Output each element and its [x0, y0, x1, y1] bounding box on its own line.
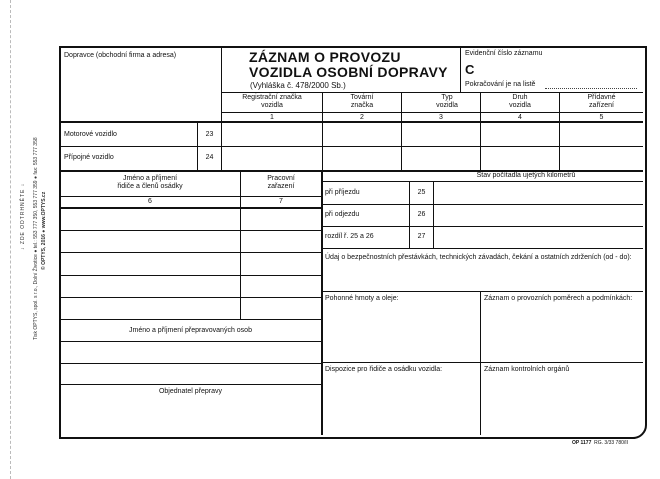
odometer-difference-label: rozdíl ř. 25 a 26 — [325, 233, 374, 240]
motor-registration-field[interactable] — [222, 123, 321, 145]
decree-reference: (Vyhláška č. 478/2000 Sb.) — [250, 81, 346, 90]
odometer-arrival-field[interactable] — [434, 183, 642, 203]
trailer-registration-field[interactable] — [222, 147, 321, 169]
motor-vehicle-num: 23 — [205, 131, 214, 138]
publisher-info: Tisk OPTYS, spol. s r.o., Dolní Životice ● tel.: 553 777 350, 553 777 359 ● fax: 553 777 358 — [33, 137, 39, 340]
crew-row[interactable] — [61, 253, 239, 274]
col-num-2: 2 — [360, 114, 364, 121]
stops-field[interactable] — [322, 264, 642, 290]
crew-row[interactable] — [61, 298, 239, 318]
odometer-arrival-label: při příjezdu — [325, 189, 360, 196]
fuel-field[interactable] — [322, 305, 479, 361]
form-title-line2: VOZIDLA OSOBNÍ DOPRAVY — [249, 64, 448, 80]
motor-vehicle-label: Motorové vozidlo — [64, 131, 117, 138]
conditions-label: Záznam o provozních poměrech a podmínkách: — [484, 295, 633, 302]
crew-role-header: Pracovní zařazení — [267, 175, 295, 190]
passengers-label: Jméno a příjmení přepravovaných osob — [129, 327, 252, 334]
col-num-3: 3 — [439, 114, 443, 121]
col-num-5: 5 — [599, 114, 604, 121]
col-num-4: 4 — [518, 114, 522, 121]
crew-role-num: 7 — [279, 198, 283, 205]
controls-field[interactable] — [481, 376, 636, 428]
orderer-label: Objednatel přepravy — [158, 388, 223, 395]
continuation-field[interactable] — [545, 88, 637, 89]
passenger-row[interactable] — [61, 364, 320, 383]
instructions-label: Dispozice pro řidiče a osádku vozidla: — [325, 366, 443, 373]
col-equipment-label: Přídavné zařízení — [587, 94, 616, 109]
col-num-1: 1 — [270, 114, 274, 121]
form-title-line1: ZÁZNAM O PROVOZU — [249, 49, 401, 65]
crew-name-num: 6 — [148, 198, 152, 205]
instructions-field[interactable] — [322, 376, 479, 434]
crew-row[interactable] — [61, 276, 239, 296]
odometer-title: Stav počítadla ujetých kilometrů — [476, 172, 576, 179]
perforation-line — [10, 0, 11, 479]
trailer-num: 24 — [205, 154, 214, 161]
col-type-label: Typ vozidla — [436, 94, 458, 109]
form-code: OP 1177 RG. 3/33 780/II — [572, 440, 629, 446]
fuel-label: Pohonné hmoty a oleje: — [325, 295, 399, 302]
publisher-web: © OPTYS, 2016 ● www.OPTYS.cz — [41, 191, 47, 270]
carrier-field[interactable] — [61, 62, 220, 120]
trailer-label: Přípojné vozidlo — [64, 154, 114, 161]
carrier-label: Dopravce (obchodní firma a adresa) — [64, 52, 177, 59]
crew-row[interactable] — [61, 209, 239, 229]
col-registration-label: Registrační značka vozidla — [242, 94, 302, 109]
conditions-field[interactable] — [481, 305, 642, 361]
col-kind-label: Druh vozidla — [509, 94, 531, 109]
odometer-departure-label: při odjezdu — [325, 211, 360, 218]
controls-label: Záznam kontrolních orgánů — [484, 366, 570, 373]
series-letter: C — [465, 62, 475, 77]
crew-name-header: Jméno a příjmení řidiče a členů osádky — [117, 175, 183, 190]
stops-label: Údaj o bezpečnostních přestávkách, technických závadách, čekání a ostatních zdrženích (od - do): — [325, 254, 632, 261]
odometer-difference-num: 27 — [417, 233, 426, 240]
orderer-field[interactable] — [61, 398, 320, 434]
col-manufacturer-label: Tovární značka — [350, 94, 374, 109]
passenger-row[interactable] — [61, 342, 320, 362]
crew-row[interactable] — [61, 231, 239, 251]
continuation-label: Pokračování je na listě — [465, 81, 536, 88]
odometer-departure-field[interactable] — [434, 205, 642, 225]
record-number-label: Evidenční číslo záznamu — [465, 50, 543, 57]
cut-here-label: ↓ ZDE ODTRHNĚTE ↓ — [20, 182, 26, 250]
odometer-difference-field[interactable] — [434, 227, 642, 247]
odometer-arrival-num: 25 — [417, 189, 426, 196]
odometer-departure-num: 26 — [417, 211, 426, 218]
